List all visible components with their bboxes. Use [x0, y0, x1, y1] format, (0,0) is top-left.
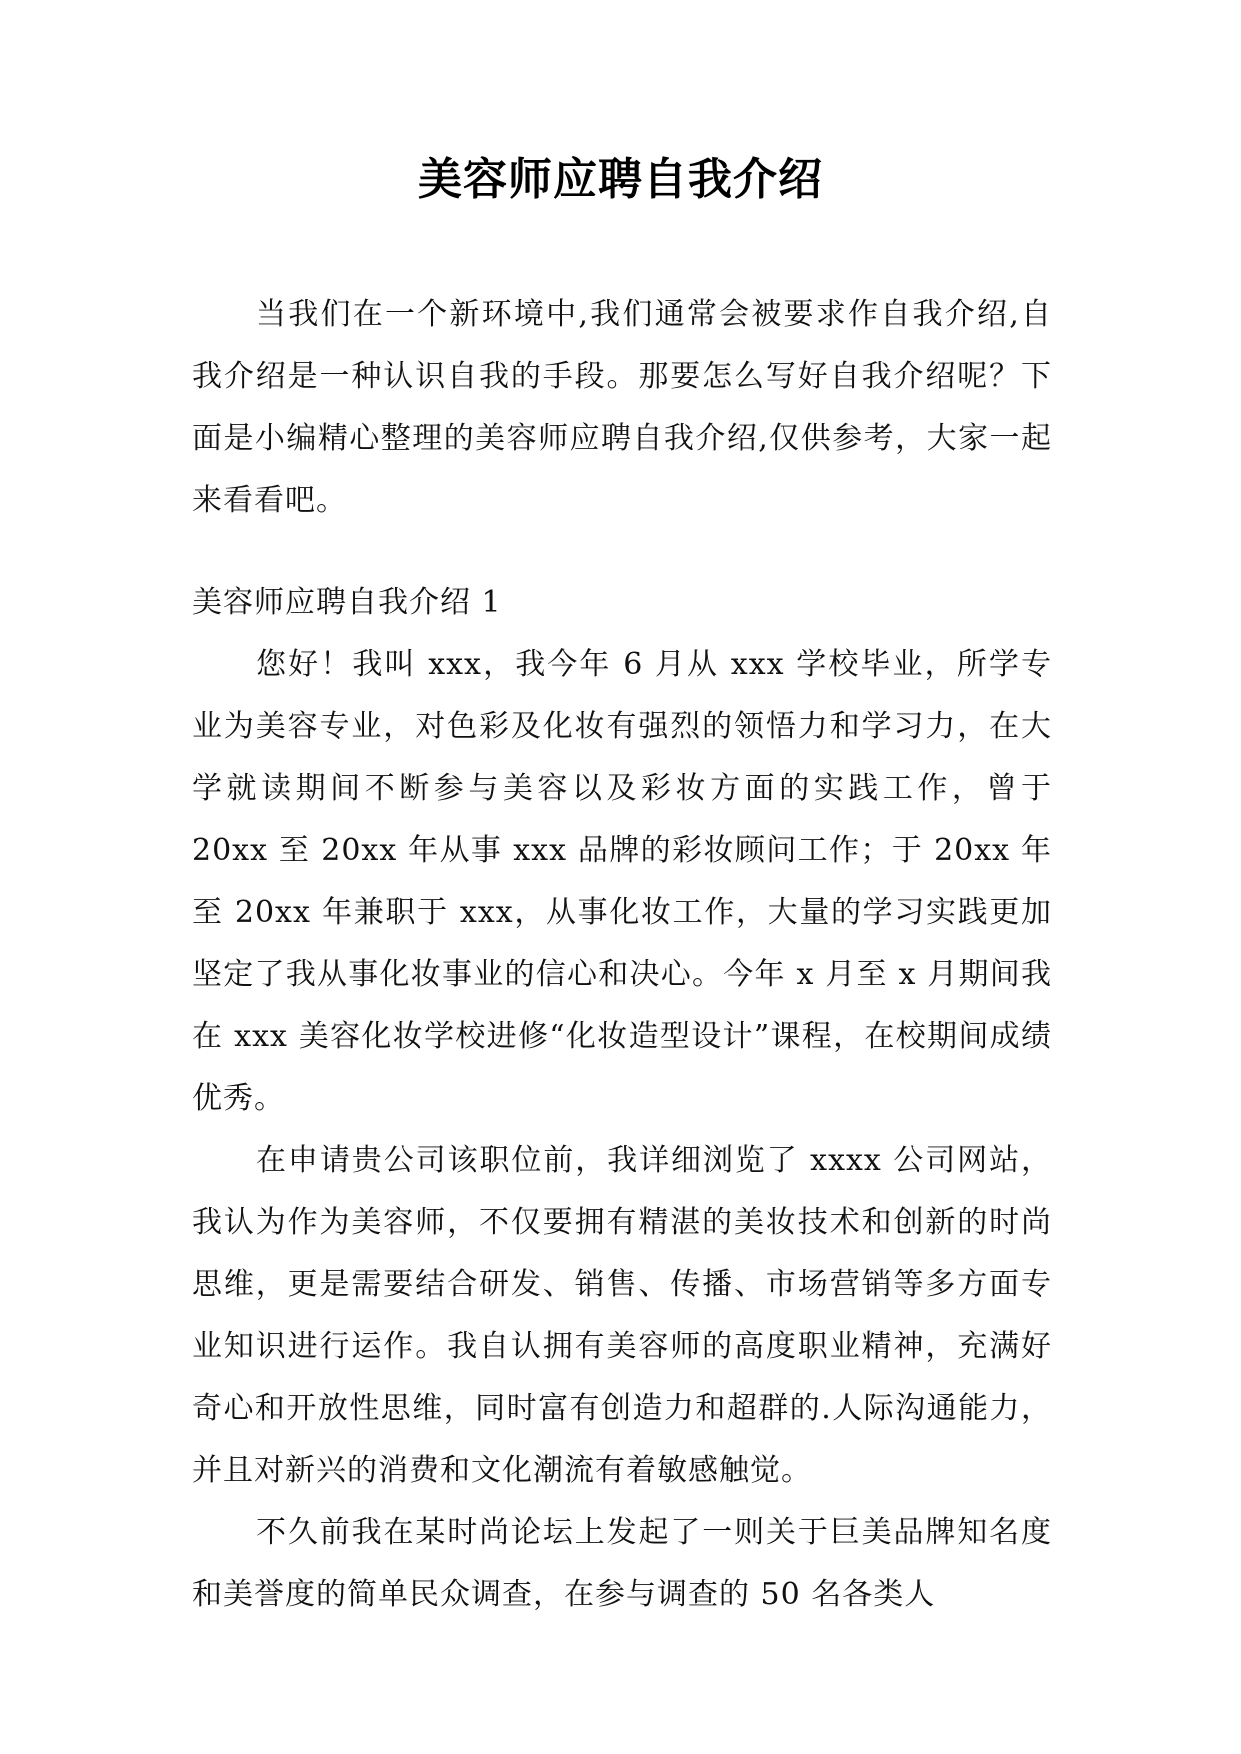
intro-paragraph: 当我们在一个新环境中,我们通常会被要求作自我介绍,自我介绍是一种认识自我的手段。那要怎么写好自我介绍呢？下面是小编精心整理的美容师应聘自我介绍,仅供参考，大家一起来看看吧。 — [192, 297, 1052, 518]
section-paragraph-3: 不久前我在某时尚论坛上发起了一则关于巨美品牌知名度和美誉度的简单民众调查，在参与调查的 50 名各类人 — [192, 1515, 1052, 1612]
document-title: 美容师应聘自我介绍 — [418, 154, 823, 205]
section-1 — [192, 572, 1052, 1626]
section-paragraph-2: 在申请贵公司该职位前，我详细浏览了 xxxx 公司网站，我认为作为美容师，不仅要拥有精湛的美妆技术和创新的时尚思维，更是需要结合研发、销售、传播、市场营销等多方面专业知识进行运作。我自认拥有美容师的高度职业精神，充满好奇心和开放性思维，同时富有创造力和超群的.人际沟通能力，并且对新兴的消费和文化潮流有着敏感触觉。 — [192, 1143, 1052, 1488]
section-paragraph-1: 您好！我叫 xxx，我今年 6 月从 xxx 学校毕业，所学专业为美容专业，对色彩及化妆有强烈的领悟力和学习力，在大学就读期间不断参与美容以及彩妆方面的实践工作，曾于 20xx 至 20xx 年从事 xxx 品牌的彩妆顾问工作；于 20xx 年至 20xx 年兼职于 xxx，从事化妆工作，大量的学习实践更加坚定了我从事化妆事业的信心和决心。今年 x 月至 x 月期间我在 xxx 美容化妆学校进修“化妆造型设计”课程，在校期间成绩优秀。 — [192, 647, 1052, 1116]
section-heading: 美容师应聘自我介绍 1 — [192, 585, 502, 620]
intro-block — [192, 284, 1052, 532]
